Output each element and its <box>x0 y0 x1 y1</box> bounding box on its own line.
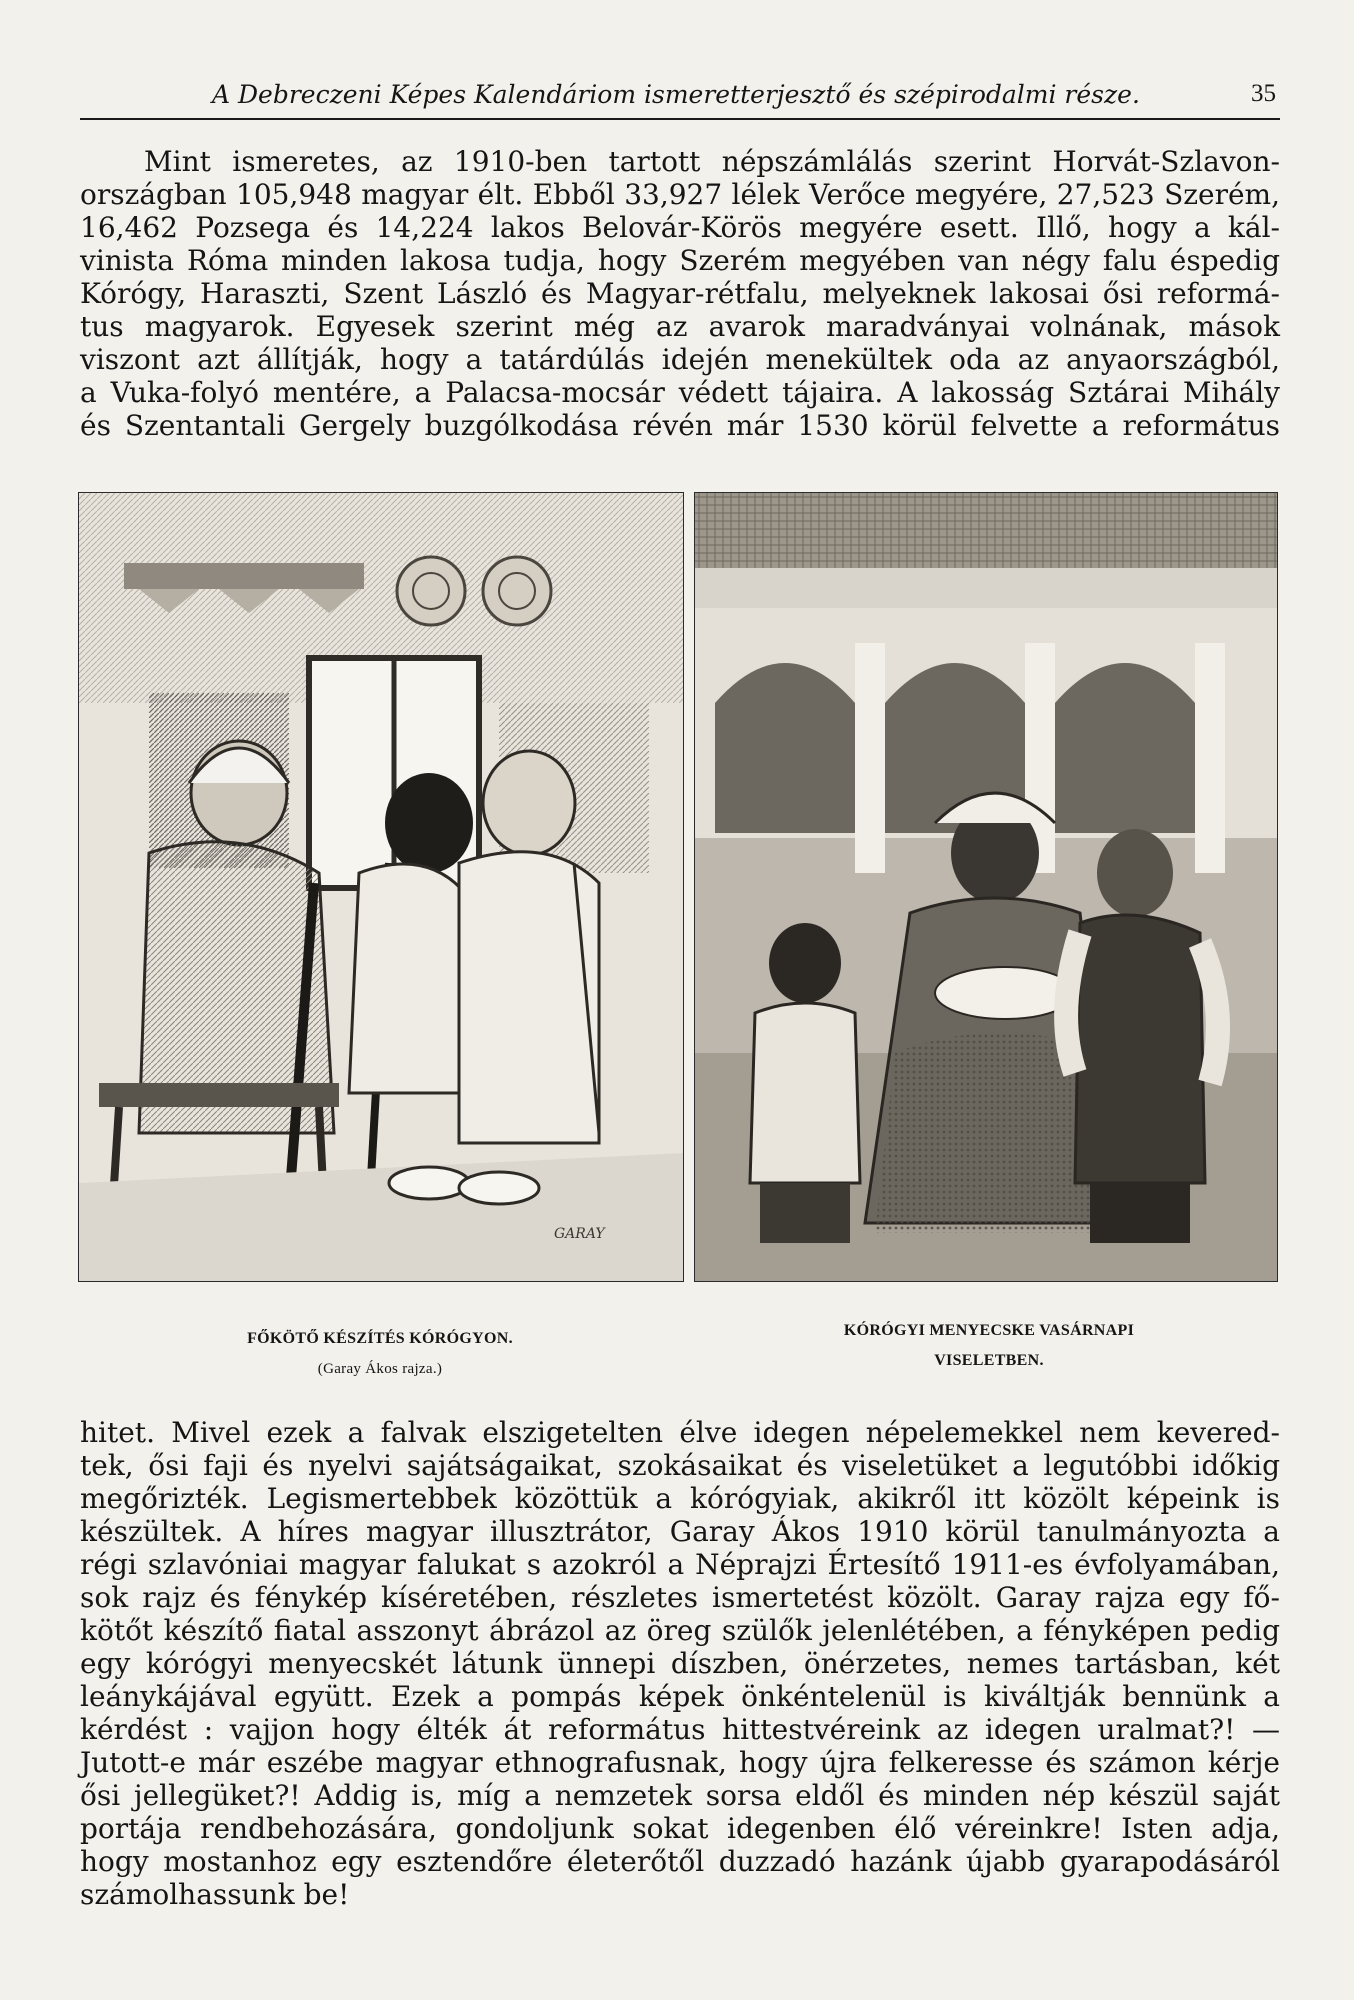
running-title: A Debreczeni Képes Kalendáriom ismeretterjesztő és szépirodalmi része. <box>212 80 1140 109</box>
intro-line: a Vuka-folyó mentére, a Palacsa-mocsár védett tájaira. A lakosság Sztárai Mihály <box>80 376 1280 409</box>
closing-line: hitet. Mivel ezek a falvak elszigetelten élve idegen népelemekkel nem kevered- <box>80 1416 1280 1449</box>
closing-line: kérdést : vajjon hogy élték át református hittestvéreink az idegen uralmat?! — <box>80 1713 1280 1746</box>
page-number: 35 <box>1251 80 1276 107</box>
drawing-bonnet-making <box>78 492 684 1282</box>
closing-line: megőrizték. Legismertebbek közöttük a kórógyiak, akikről itt közölt képeink is <box>80 1482 1280 1515</box>
running-head <box>80 72 1280 120</box>
caption-left <box>150 1324 610 1384</box>
intro-line: Kórógy, Haraszti, Szent László és Magyar-rétfalu, melyeknek lakosai ősi reformá- <box>80 277 1280 310</box>
intro-line: 16,462 Pozsega és 14,224 lakos Belovár-Körös megyére esett. Illő, hogy a kál- <box>80 211 1280 244</box>
closing-line: hogy mostanhoz egy esztendőre életerőtől duzzadó hazánk újabb gyarapodásáról <box>80 1845 1280 1878</box>
closing-line: régi szlavóniai magyar falukat s azokról a Néprajzi Értesítő 1911-es évfolyamában, <box>80 1548 1280 1581</box>
caption-title-line: VISELETBEN. <box>934 1352 1044 1369</box>
intro-line: viszont azt állítják, hogy a tatárdúlás idején menekültek oda az anyaországból, <box>80 343 1280 376</box>
intro-line: országban 105,948 magyar élt. Ebből 33,927 lélek Verőce megyére, 27,523 Szerém, <box>80 178 1280 211</box>
drawing-illustration <box>79 493 683 1281</box>
photo-sunday-costume <box>694 492 1278 1282</box>
closing-line: készültek. A híres magyar illusztrátor, Garay Ákos 1910 körül tanulmányozta a <box>80 1515 1280 1548</box>
caption-title: FŐKÖTŐ KÉSZÍTÉS KÓRÓGYON. <box>247 1330 513 1347</box>
closing-line: leánykájával együtt. Ezek a pompás képek önkéntelenül is kiváltják bennünk a <box>80 1680 1280 1713</box>
caption-credit: (Garay Ákos rajza.) <box>317 1361 443 1377</box>
intro-line: tus magyarok. Egyesek szerint még az avarok maradványai volnának, mások <box>80 310 1280 343</box>
closing-line: ősi jellegüket?! Addig is, míg a nemzetek sorsa eldől és minden nép készül saját <box>80 1779 1280 1812</box>
intro-paragraph <box>80 145 1280 442</box>
artist-signature: GARAY <box>554 1226 605 1242</box>
closing-line: kötőt készítő fiatal asszonyt ábrázol az öreg szülők jelenlétében, a fényképen pedig <box>80 1614 1280 1647</box>
closing-paragraph <box>80 1416 1280 1911</box>
intro-line: és Szentantali Gergely buzgólkodása révén már 1530 körül felvette a református <box>80 409 1280 442</box>
closing-line: egy kórógyi menyecskét látunk ünnepi díszben, önérzetes, nemes tartásban, két <box>80 1647 1280 1680</box>
closing-line: tek, ősi faji és nyelvi sajátságaikat, szokásaikat és viseletüket a legutóbbi időkig <box>80 1449 1280 1482</box>
closing-line: Jutott-e már eszébe magyar ethnografusnak, hogy újra felkeresse és számon kérje <box>80 1746 1280 1779</box>
intro-line: Mint ismeretes, az 1910-ben tartott népszámlálás szerint Horvát-Szlavon- <box>144 145 1280 178</box>
closing-line: portája rendbehozására, gondoljunk sokat idegenben élő véreinkre! Isten adja, <box>80 1812 1280 1845</box>
intro-line: vinista Róma minden lakosa tudja, hogy Szerém megyében van négy falu éspedig <box>80 244 1280 277</box>
caption-right <box>754 1316 1224 1376</box>
photo-illustration <box>695 493 1277 1281</box>
closing-line: sok rajz és fénykép kíséretében, részletes ismertetést közölt. Garay rajza egy fő- <box>80 1581 1280 1614</box>
caption-title-line: KÓRÓGYI MENYECSKE VASÁRNAPI <box>843 1322 1135 1339</box>
closing-line: számolhassunk be! <box>80 1878 350 1911</box>
